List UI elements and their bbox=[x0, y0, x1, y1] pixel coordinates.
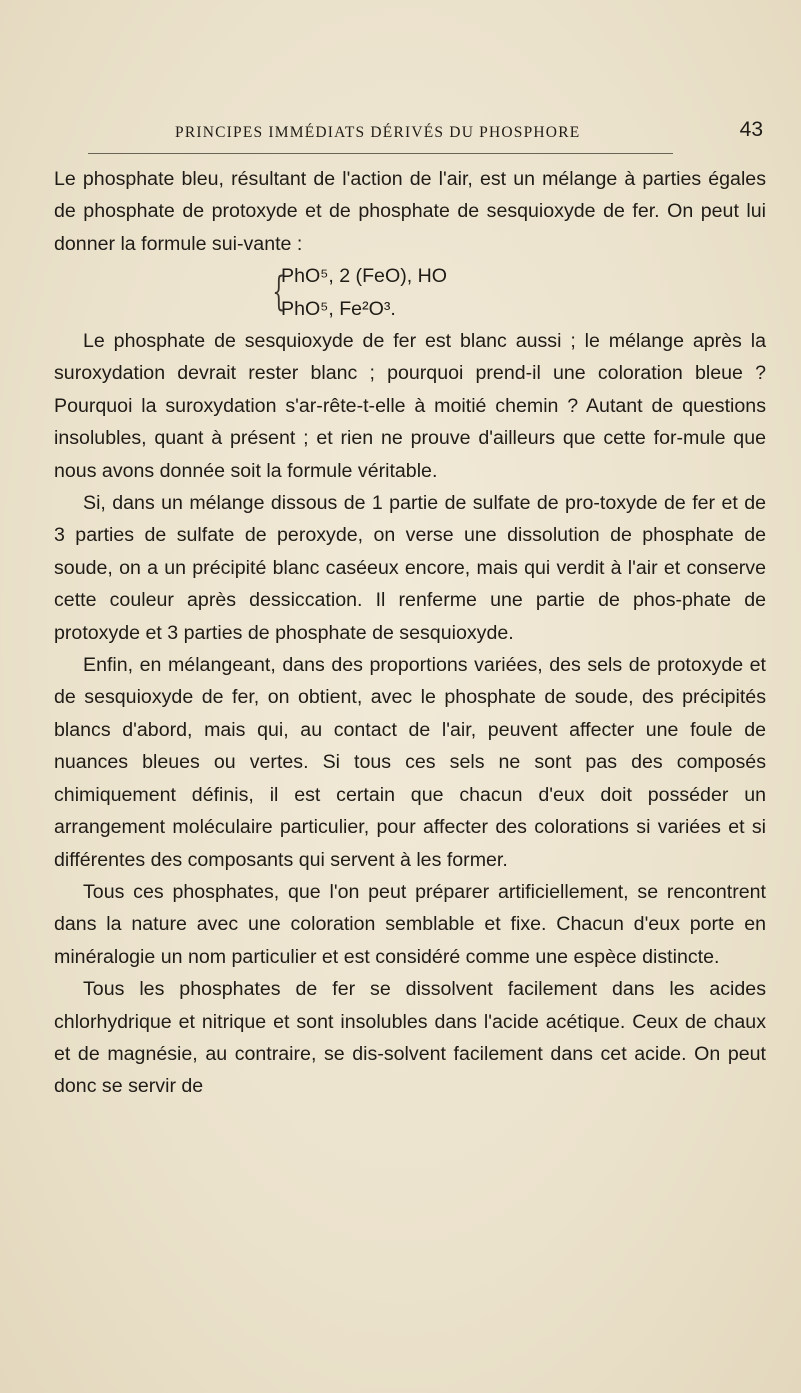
running-head: PRINCIPES IMMÉDIATS DÉRIVÉS DU PHOSPHORE bbox=[175, 124, 581, 141]
formula-line-2: PhO⁵, Fe²O³. bbox=[281, 297, 396, 320]
header-rule bbox=[88, 153, 673, 154]
paragraph-1: Le phosphate bleu, résultant de l'action de l'air, est un mélange à parties égales de phosphate de protoxyde et de phosphate de sesquioxyde de fer. On peut lui donner la formule sui-vante : bbox=[54, 168, 766, 255]
chemical-formula bbox=[54, 260, 766, 325]
brace-symbol: { bbox=[272, 269, 286, 316]
body-text bbox=[54, 163, 766, 1103]
paragraph-2: Le phosphate de sesquioxyde de fer est blanc aussi ; le mélange après la suroxydation devrait rester blanc ; pourquoi prend-il une coloration bleue ? Pourquoi la suroxydation s'ar-rête-t-elle à moitié chemin ? Autant de questions insolubles, quant à présent ; et rien ne prouve d'ailleurs que cette for-mule que nous avons donnée soit la formule véritable. bbox=[54, 330, 766, 482]
paragraph-4: Enfin, en mélangeant, dans des proportions variées, des sels de protoxyde et de sesquioxyde de fer, on obtient, avec le phosphate de soude, des précipités blancs d'abord, mais qui, au contact de l'air, peuvent affecter une foule de nuances bleues ou vertes. Si tous ces sels ne sont pas des composés chimiquement définis, il est certain que chacun d'eux doit posséder un arrangement moléculaire particulier, pour affecter des colorations si variées et si différentes des composants qui servent à les former. bbox=[54, 654, 766, 871]
formula-line-1: PhO⁵, 2 (FeO), HO bbox=[281, 265, 447, 288]
page-number: 43 bbox=[739, 118, 763, 141]
paragraph-6: Tous les phosphates de fer se dissolvent facilement dans les acides chlorhydrique et nitrique et sont insolubles dans l'acide acétique. Ceux de chaux et de magnésie, au contraire, se dis-solvent facilement dans cet acide. On peut donc se servir de bbox=[54, 978, 766, 1098]
page-header bbox=[87, 118, 763, 150]
paragraph-3: Si, dans un mélange dissous de 1 partie de sulfate de pro-toxyde de fer et de 3 parties de sulfate de peroxyde, on verse une dissolution de phosphate de soude, on a un précipité blanc caséeux encore, mais qui verdit à l'air et conserve cette couleur après dessiccation. Il renferme une partie de phos-phate de protoxyde et 3 parties de phosphate de sesquioxyde. bbox=[54, 492, 766, 644]
paragraph-5: Tous ces phosphates, que l'on peut préparer artificiellement, se rencontrent dans la nature avec une coloration semblable et fixe. Chacun d'eux porte en minéralogie un nom particulier et est considéré comme une espèce distincte. bbox=[54, 880, 766, 968]
